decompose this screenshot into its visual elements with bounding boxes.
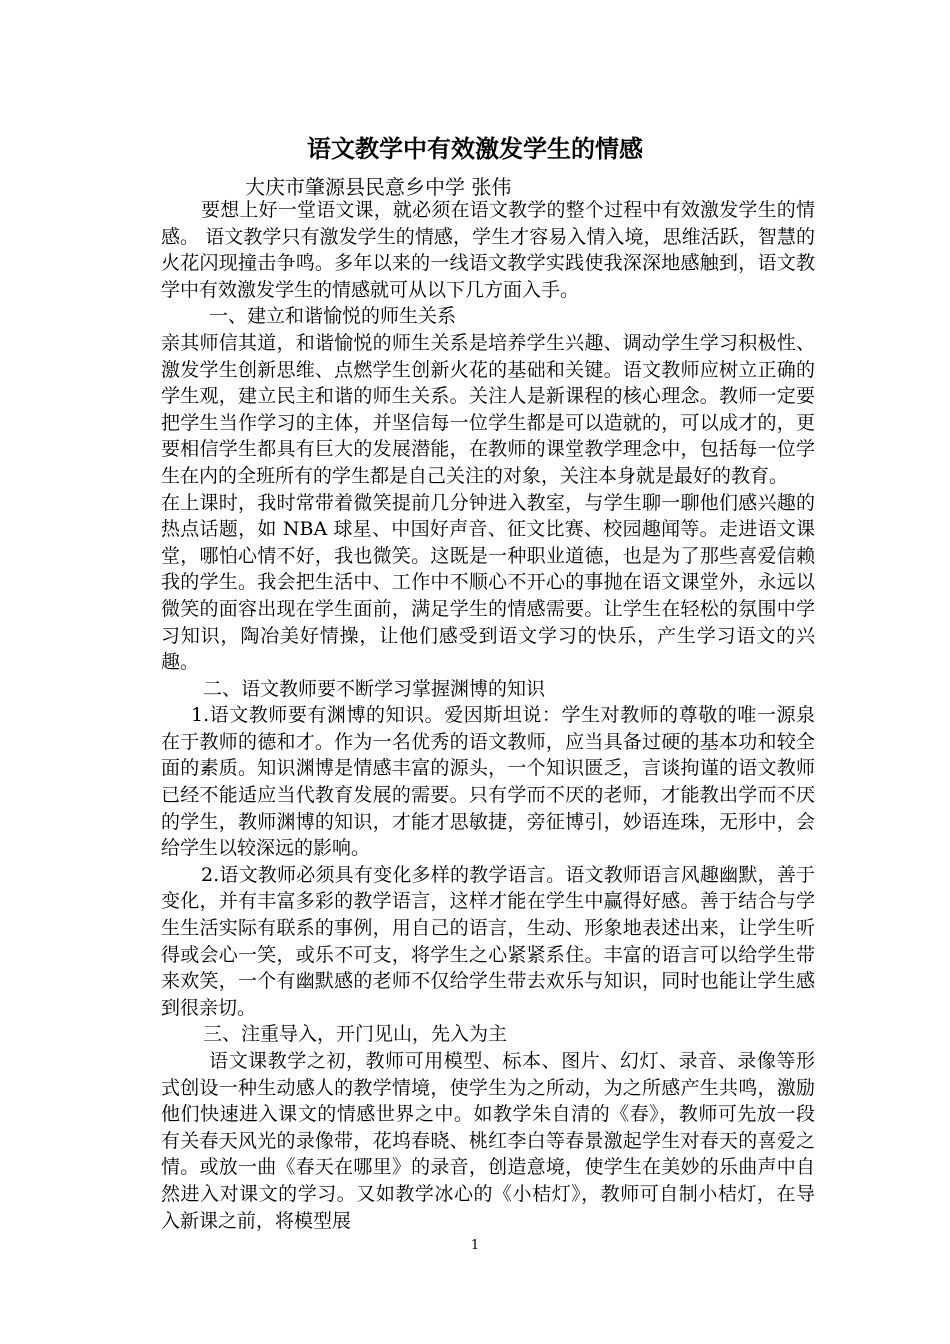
body-paragraph: 在上课时，我时常带着微笑提前几分钟进入教室，与学生聊一聊他们感兴趣的热点话题，如 NBA 球星、中国好声音、征文比赛、校园趣闻等。走进语文课堂，哪怕心情不好，我也微笑。这既是一种职业道德，也是为了那些喜爱信赖我的学生。我会把生活中、工作中不顺心不开心的事抛在语文课堂外，永远以微笑的面容出现在学生面前，满足学生的情感需要。让学生在轻松的氛围中学习知识，陶冶美好情操，让他们感受到语文学习的快乐，产生学习语文的兴趣。 [161,491,815,674]
body-paragraph: 亲其师信其道，和谐愉悦的师生关系是培养学生兴趣、调动学生学习积极性、激发学生创新思维、点燃学生创新火花的基础和关键。语文教师应树立正确的学生观，建立民主和谐的师生关系。关注人是新课程的核心理念。教师一定要把学生当作学习的主体，并坚信每一位学生都是可以造就的，可以成才的，更要相信学生都具有巨大的发展潜能，在教师的课堂教学理念中，包括每一位学生在内的全班所有的学生都是自己关注的对象，关注本身就是最好的教育。 [161,331,815,487]
section-heading-1: 一、建立和谐愉悦的师生关系 [209,305,457,328]
intro-paragraph: 要想上好一堂语文课，就必须在语文教学的整个过程中有效激发学生的情感。 语文教学只有激发学生的情感，学生才容易入情入境，思维活跃，智慧的火花闪现撞击争鸣。多年以来的一线语文教学实践使我深深地感触到，语文教学中有效激发学生的情感就可从以下几方面入手。 [161,199,815,301]
body-paragraph: 2.语文教师必须具有变化多样的教学语言。语文教师语言风趣幽默，善于变化，并有丰富多彩的教学语言，这样才能在学生中赢得好感。善于结合与学生生活实际有联系的事例，用自己的语言，生动、形象地表述出来，让学生听得或会心一笑，或乐不可支，将学生之心紧紧系住。丰富的语言可以给学生带来欢笑，一个有幽默感的老师不仅给学生带去欢乐与知识，同时也能让学生感到很亲切。 [161,863,815,1019]
section-heading-3: 三、注重导入，开门见山，先入为主 [203,1023,508,1046]
body-paragraph: 1.语文教师要有渊博的知识。爱因斯坦说：学生对教师的尊敬的唯一源泉在于教师的德和才。作为一名优秀的语文教师，应当具备过硬的基本功和较全面的素质。知识渊博是情感丰富的源头，一个知识匮乏，言谈拘谨的语文教师已经不能适应当代教育发展的需要。只有学而不厌的老师，才能教出学而不厌的学生，教师渊博的知识，才能才思敏捷，旁征博引，妙语连珠，无形中，会给学生以较深远的影响。 [161,704,815,860]
document-body [161,197,815,1234]
section-heading-2: 二、语文教师要不断学习掌握渊博的知识 [203,677,546,700]
author-line: 大庆市肇源县民意乡中学 张伟 [245,175,512,199]
page-number: 1 [470,1238,480,1253]
body-paragraph: 语文课教学之初，教师可用模型、标本、图片、幻灯、录音、录像等形式创设一种生动感人的教学情境，使学生为之所动，为之所感产生共鸣，激励他们快速进入课文的情感世界之中。如教学朱自清的《春》，教师可先放一段有关春天风光的录像带，花坞春晓、桃红李白等春景激起学生对春天的喜爱之情。或放一曲《春天在哪里》的录音，创造意境，使学生在美妙的乐曲声中自然进入对课文的学习。又如教学冰心的《小桔灯》，教师可自制小桔灯，在导入新课之前，将模型展 [161,1050,815,1232]
document-title: 语文教学中有效激发学生的情感 [307,134,643,163]
